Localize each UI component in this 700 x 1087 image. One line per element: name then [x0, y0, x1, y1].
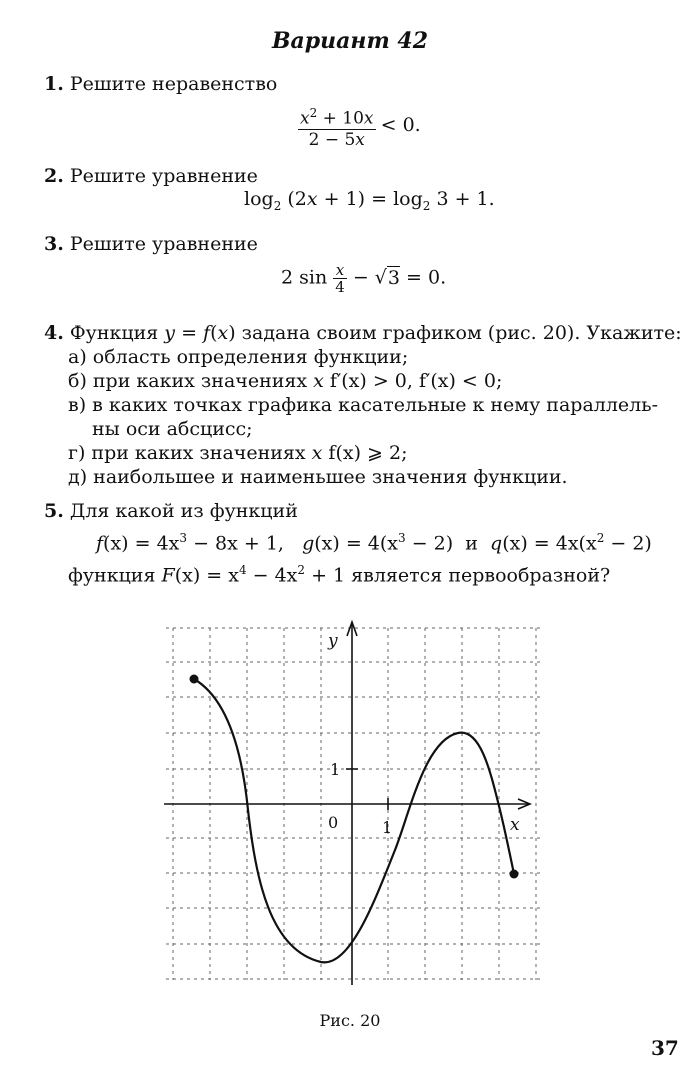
- problem-3-formula: 2 sin $\frac{x}{4}$ − √3 = 0.: [281, 261, 447, 296]
- y-axis-label: y: [328, 631, 338, 651]
- page-number: 37: [651, 1036, 679, 1060]
- axes: [164, 622, 530, 985]
- problem-2-formula: $\log_2 (2x + 1) = \log_2 3 + 1$.: [244, 188, 495, 213]
- problem-2-text: Решите уравнение: [69, 165, 258, 187]
- problem-3-text: Решите уравнение: [69, 233, 258, 255]
- problem-4-item-a: а) область определения функции;: [68, 346, 409, 368]
- problem-4-item-e: д) наибольшее и наименьшее значения функции.: [68, 466, 568, 488]
- problem-1-number: 1.: [44, 73, 64, 95]
- problem-5-number: 5.: [44, 500, 64, 522]
- x-axis-label: x: [510, 815, 520, 835]
- problem-4-item-d: г) при каких значениях x f(x) ⩾ 2;: [68, 442, 408, 464]
- origin-label: 0: [328, 813, 339, 832]
- curve-start-point: [190, 675, 199, 684]
- problem-2-number: 2.: [44, 165, 64, 187]
- variant-title: Вариант 42: [271, 28, 429, 54]
- problem-5-question: функция $F(x) = x^4 - 4x^2 + 1$ является первообразной?: [68, 563, 611, 587]
- problem-4-number: 4.: [44, 322, 64, 344]
- problem-3-number: 3.: [44, 233, 64, 255]
- x-tick-label: 1: [382, 818, 393, 837]
- function-curve: [194, 679, 514, 962]
- problem-4-item-c-line1: в) в каких точках графика касательные к нему параллель-: [68, 394, 659, 416]
- problem-5-functions: $f(x) = 4x^3 - 8x + 1$, $g(x) = 4(x^3 - 2)$ и $q(x) = 4x(x^2 - 2)$: [96, 531, 652, 555]
- problem-5-prompt: 5. Для какой из функций: [44, 500, 298, 522]
- problem-1-formula: $\frac{x^2 + 10x}{2 - 5x}$ < 0.: [298, 103, 421, 150]
- figure-caption: Рис. 20: [319, 1011, 381, 1030]
- problem-4-item-b: б) при каких значениях x f′(x) > 0, f′(x) < 0;: [68, 370, 503, 392]
- problem-1-text: Решите неравенство: [69, 73, 278, 95]
- problem-4-item-c-line2: ны оси абсцисс;: [92, 418, 253, 440]
- curve-end-point: [510, 870, 519, 879]
- problem-4-prompt: 4. Функция y = f(x) задана своим графиком (рис. 20). Укажите:: [44, 322, 682, 344]
- y-tick-label: 1: [330, 760, 341, 779]
